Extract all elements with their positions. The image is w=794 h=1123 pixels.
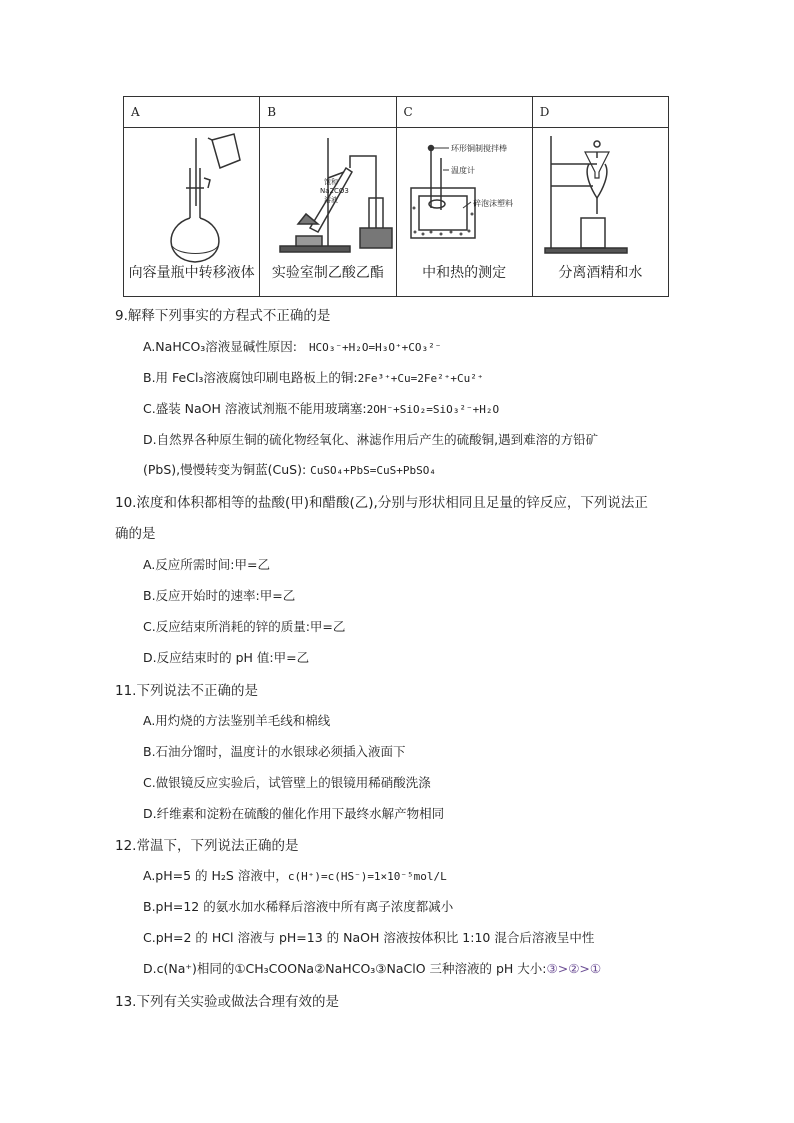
cell-b xyxy=(260,128,395,296)
q9-option-d-text: (PbS),慢慢转变为铜蓝(CuS): xyxy=(143,462,307,477)
label-na2co3: Na2CO3 xyxy=(320,187,350,195)
caption-d: 分离酒精和水 xyxy=(558,265,643,281)
cell-a xyxy=(124,128,259,296)
apparatus-table xyxy=(123,96,669,297)
caption-a: 向容量瓶中转移液体 xyxy=(128,265,255,281)
q11-option-d: D.纤维素和淀粉在硫酸的催化作用下最终水解产物相同 xyxy=(143,806,445,821)
q9-option-b-equation: 2Fe³⁺+Cu=2Fe²⁺+Cu²⁺ xyxy=(357,372,484,385)
q9-option-b xyxy=(143,368,484,386)
caption-b: 实验室制乙酸乙酯 xyxy=(271,265,384,281)
q9-stem: 9.解释下列事实的方程式不正确的是 xyxy=(115,308,331,324)
q9-option-a xyxy=(143,337,441,355)
label-foam: 碎泡沫塑料 xyxy=(472,199,513,208)
q10-option-c: C.反应结束所消耗的锌的质量:甲=乙 xyxy=(143,619,346,634)
q11-option-a: A.用灼烧的方法鉴别羊毛线和棉线 xyxy=(143,713,331,728)
cell-c xyxy=(397,128,532,296)
q9-option-c-text: C.盛装 NaOH 溶液试剂瓶不能用玻璃塞: xyxy=(143,401,367,416)
q9-option-a-equation: HCO₃⁻+H₂O=H₃O⁺+CO₃²⁻ xyxy=(308,341,442,354)
q10-option-b: B.反应开始时的速率:甲=乙 xyxy=(143,588,296,603)
label-saturated: 饱和 xyxy=(324,178,339,186)
q11-stem: 11.下列说法不正确的是 xyxy=(115,683,258,699)
q9-option-c xyxy=(143,399,499,417)
label-stirrer: 环形铜制搅拌棒 xyxy=(450,144,507,153)
q12-option-d-order: ③>②>① xyxy=(546,961,602,976)
q9-option-a-text: A.NaHCO₃溶液显碱性原因: xyxy=(143,339,298,354)
q12-stem: 12.常温下，下列说法正确的是 xyxy=(115,838,299,854)
q12-option-a-equation: c(H⁺)=c(HS⁻)=1×10⁻⁵mol/L xyxy=(287,870,447,883)
q12-option-a-text: A.pH=5 的 H₂S 溶液中， xyxy=(143,868,288,883)
q9-option-d-line2 xyxy=(143,460,436,478)
q12-option-c: C.pH=2 的 HCl 溶液与 pH=13 的 NaOH 溶液按体积比 1:10 混合后溶液呈中性 xyxy=(143,930,595,945)
q10-option-a: A.反应所需时间:甲=乙 xyxy=(143,557,270,572)
cell-d xyxy=(533,128,668,296)
header-c: C xyxy=(396,97,532,128)
q13-stem: 13.下列有关实验或做法合理有效的是 xyxy=(115,994,339,1010)
q12-option-d-text: D.c(Na⁺)相同的①CH₃COONa②NaHCO₃③NaClO 三种溶液的 pH 大小: xyxy=(143,961,547,976)
q9-option-d-equation: CuSO₄+PbS=CuS+PbSO₄ xyxy=(310,464,437,477)
q10-option-d: D.反应结束时的 pH 值:甲=乙 xyxy=(143,650,310,665)
q9-option-b-text: B.用 FeCl₃溶液腐蚀印刷电路板上的铜: xyxy=(143,370,358,385)
q9-option-d-line1: D.自然界各种原生铜的硫化物经氧化、淋滤作用后产生的硫酸铜,遇到难溶的方铅矿 xyxy=(143,432,599,447)
header-a: A xyxy=(124,97,260,128)
q12-option-a xyxy=(143,866,447,884)
label-solution: 溶液 xyxy=(324,196,339,204)
header-d: D xyxy=(532,97,668,128)
q12-option-b: B.pH=12 的氨水加水稀释后溶液中所有离子浓度都减小 xyxy=(143,899,454,914)
q11-option-c: C.做银镜反应实验后，试管壁上的银镜用稀硝酸洗涤 xyxy=(143,775,431,790)
q10-stem-line1: 10.浓度和体积都相等的盐酸(甲)和醋酸(乙),分别与形状相同且足量的锌反应，下列说法正 xyxy=(115,495,648,511)
caption-c: 中和热的测定 xyxy=(422,265,507,281)
header-b: B xyxy=(260,97,396,128)
q10-stem-line2: 确的是 xyxy=(115,526,156,542)
q12-option-d xyxy=(143,959,601,977)
q9-option-c-equation: 2OH⁻+SiO₂=SiO₃²⁻+H₂O xyxy=(366,403,500,416)
label-thermometer: 温度计 xyxy=(450,166,475,175)
q11-option-b: B.石油分馏时，温度计的水银球必须插入液面下 xyxy=(143,744,406,759)
